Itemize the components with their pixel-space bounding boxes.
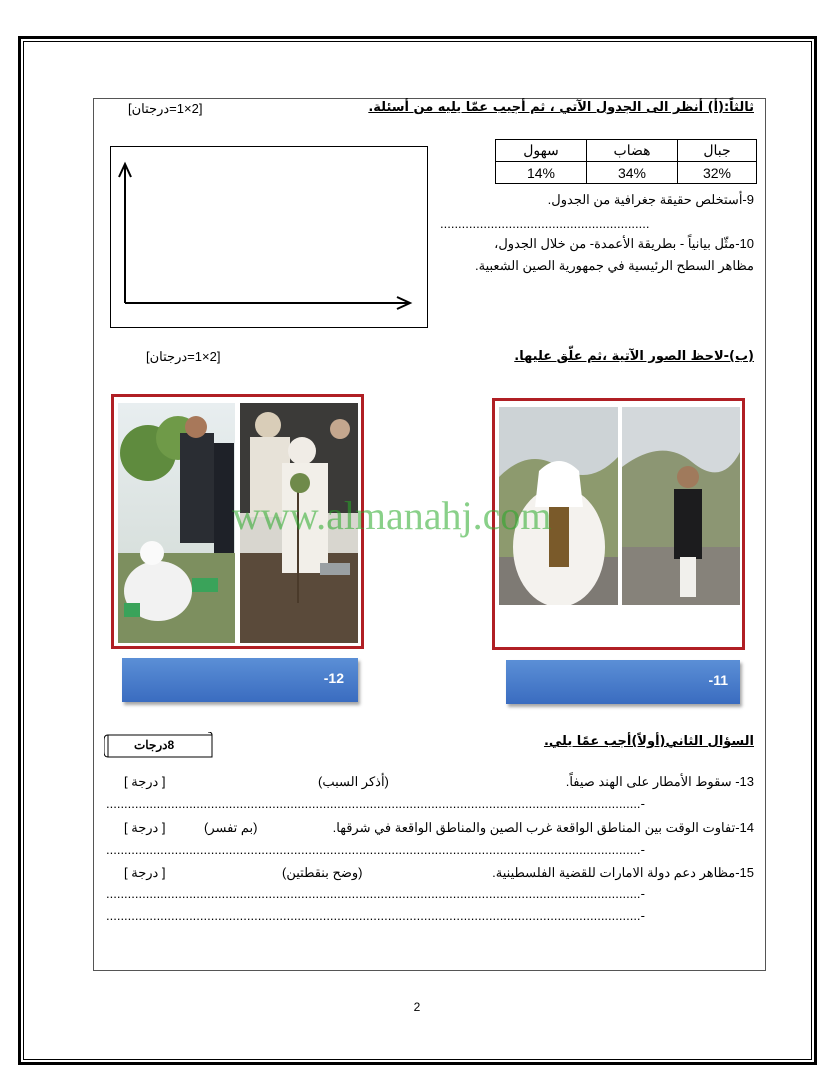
question-9: 9-أستخلص حقيقة جغرافية من الجدول. xyxy=(547,192,754,207)
photo-great-wall-2 xyxy=(622,407,740,605)
dash: - xyxy=(640,886,645,901)
question-15-answer-line-2: ....................................................................................................................................................- xyxy=(106,908,645,923)
section3b-marks: [2×1=درجتان] xyxy=(146,349,221,364)
great-wall-standing-photo-icon xyxy=(622,407,740,605)
question-14-hint: (بم تفسر) xyxy=(204,820,258,835)
table-value-mountains: 32% xyxy=(678,162,757,184)
question-15: 15-مظاهر دعم دولة الامارات للقضية الفلسطينية. xyxy=(492,865,754,880)
table-header-plateaus: هضاب xyxy=(587,140,678,162)
question-15-marks: [ درجة ] xyxy=(124,865,166,880)
photo-label-11-text: -11 xyxy=(708,672,728,688)
question-14-answer-line: ....................................................................................................................................................- xyxy=(106,842,645,857)
question-14-marks: [ درجة ] xyxy=(124,820,166,835)
photo-label-11[interactable] xyxy=(506,660,740,704)
photo-label-12[interactable] xyxy=(122,658,358,702)
terrain-table xyxy=(495,139,757,184)
photo-tree-planting-1 xyxy=(118,403,235,643)
page-number: 2 xyxy=(413,1000,421,1014)
graph-axes-icon xyxy=(111,147,427,327)
table-header-row xyxy=(496,140,757,162)
question-9-answer-line: .......................................................... xyxy=(440,216,650,231)
question2-title: السؤال الثاني(أولاً)أجب عمًا يلي. xyxy=(543,734,754,749)
dash: - xyxy=(640,842,645,857)
marks-badge-text: 8درجات xyxy=(134,738,175,752)
question-13-marks: [ درجة ] xyxy=(124,774,166,789)
question-10-line1: 10-مثّل بيانياً - بطريقة الأعمدة- من خلال الجدول، xyxy=(494,236,754,251)
table-value-plateaus: 34% xyxy=(587,162,678,184)
section3-marks: [2×1=درجتان] xyxy=(128,101,203,116)
question-14: 14-تفاوت الوقت بين المناطق الواقعة غرب الصين والمناطق الواقعة في شرقها. xyxy=(332,820,754,835)
section3b-title: (ب)-لاحظ الصور الآتية ،ثم علّق عليها. xyxy=(514,349,754,364)
question-13: 13- سقوط الأمطار على الهند صيفاً. xyxy=(565,774,754,789)
dash: - xyxy=(640,796,645,811)
question-10-line2: مظاهر السطح الرئيسية في جمهورية الصين الشعبية. xyxy=(475,258,754,273)
section3-title: ثالثاً:(أ) أنظر الى الجدول الآتي ، ثم أجيب عمّا يليه من أسئلة. xyxy=(368,100,754,115)
marks-scroll-badge xyxy=(104,732,214,758)
photo-label-12-text: -12 xyxy=(323,670,344,686)
watermark-text: www.almanahj.com xyxy=(232,493,552,538)
table-value-row xyxy=(496,162,757,184)
question-15-answer-line-1: ....................................................................................................................................................- xyxy=(106,886,645,901)
table-header-plains: سهول xyxy=(496,140,587,162)
question-13-answer-line: ....................................................................................................................................................- xyxy=(106,796,645,811)
tree-planting-photo-icon xyxy=(118,403,235,643)
table-header-mountains: جبال xyxy=(678,140,757,162)
dash: - xyxy=(640,908,645,923)
table-value-plains: 14% xyxy=(496,162,587,184)
question-15-hint: (وضح بنقطتين) xyxy=(282,865,363,880)
bar-chart-drawing-area xyxy=(110,146,428,328)
question-13-hint: (أذكر السبب) xyxy=(318,774,389,789)
